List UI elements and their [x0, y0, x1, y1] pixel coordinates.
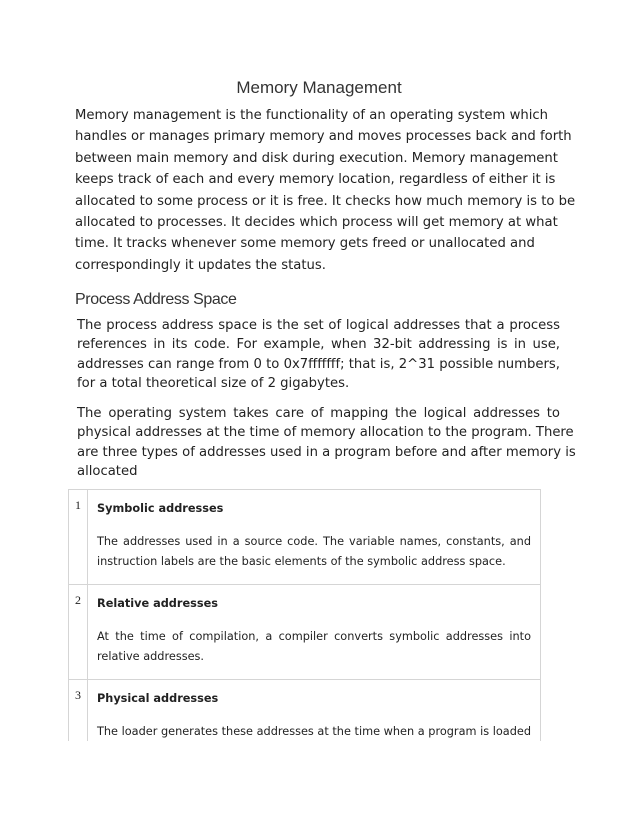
address-type-description — [97, 532, 531, 571]
address-type-name: Physical addresses — [97, 692, 219, 705]
table-row — [69, 585, 541, 680]
paragraph-line: for a total theoretical size of 2 gigabytes. — [77, 375, 350, 391]
address-type-description — [97, 722, 531, 741]
intro-line: handles or manages primary memory and moves processes back and forth — [75, 129, 572, 145]
intro-paragraph — [75, 105, 576, 276]
description-line: The addresses used in a source code. The variable names, constants, and — [97, 535, 531, 548]
paragraph-line: physical addresses at the time of memory allocation to the program. There — [77, 425, 574, 441]
intro-line: between main memory and disk during execution. Memory management — [75, 150, 558, 166]
row-number: 1 — [69, 490, 88, 584]
paragraph-line: The operating system takes care of mapping the logical addresses to — [77, 406, 560, 421]
intro-line: allocated to processes. It decides which process will get memory at what — [75, 215, 558, 231]
intro-line: keeps track of each and every memory location, regardless of either it is — [75, 172, 556, 188]
table-row — [69, 680, 541, 741]
row-number: 2 — [69, 585, 88, 679]
description-line: instruction labels are the basic elements of the symbolic address space. — [97, 554, 506, 568]
row-number: 3 — [69, 680, 88, 741]
mapping-paragraph — [77, 404, 576, 481]
intro-line: correspondingly it updates the status. — [75, 257, 326, 273]
section-heading: Process Address Space — [75, 291, 237, 308]
description-line: relative addresses. — [97, 649, 205, 663]
intro-line: Memory management is the functionality of an operating system which — [75, 108, 548, 123]
description-line: The loader generates these addresses at the time when a program is loaded — [97, 725, 531, 738]
intro-line: allocated to some process or it is free. It checks how much memory is to be — [75, 193, 576, 209]
address-types-table — [68, 489, 541, 741]
paragraph-line: The process address space is the set of logical addresses that a process — [77, 318, 560, 333]
intro-line: time. It tracks whenever some memory gets freed or unallocated and — [75, 236, 535, 252]
page-title: Memory Management — [236, 78, 402, 97]
table-row — [69, 490, 541, 585]
address-type-name: Symbolic addresses — [97, 502, 224, 515]
paragraph-line: are three types of addresses used in a program before and after memory is — [77, 444, 576, 460]
address-type-name: Relative addresses — [97, 597, 218, 610]
paragraph-line: allocated — [77, 463, 138, 479]
paragraph-line: addresses can range from 0 to 0x7fffffff; that is, 2^31 possible numbers, — [77, 356, 560, 372]
description-line: At the time of compilation, a compiler converts symbolic addresses into — [97, 630, 531, 643]
address-type-description — [97, 627, 531, 666]
paragraph-line: references in its code. For example, when 32-bit addressing is in use, — [77, 337, 560, 353]
address-space-paragraph — [77, 316, 560, 393]
